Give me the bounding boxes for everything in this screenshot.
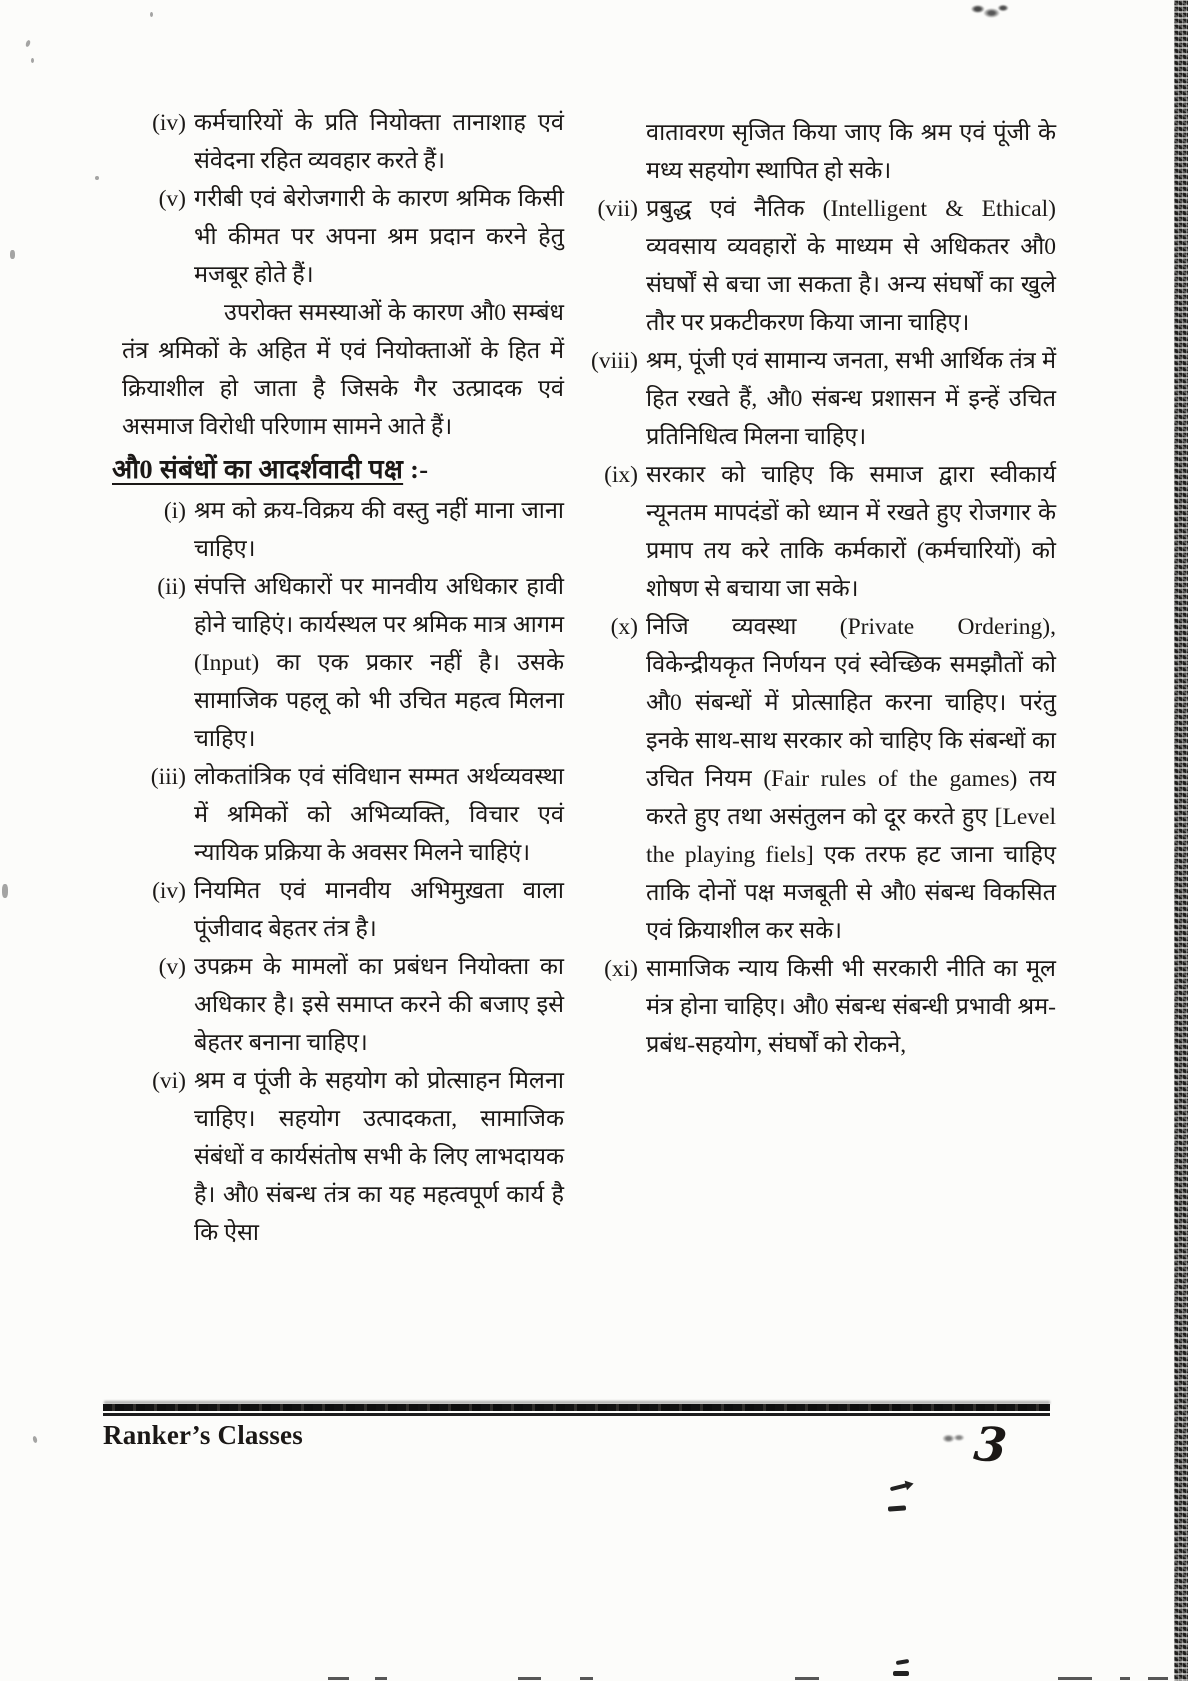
scan-speck — [2, 884, 8, 898]
item-marker: (i) — [163, 498, 186, 524]
item-marker: (iii) — [150, 764, 186, 790]
list-item — [584, 456, 1056, 608]
item-text: श्रम को क्रय-विक्रय की वस्तु नहीं माना जाना चाहिए। — [194, 498, 564, 562]
item-text: उपक्रम के मामलों का प्रबंधन नियोक्ता का अधिकार है। इसे समाप्त करने की बजाए इसे बेहतर बनाना चाहिए। — [194, 954, 564, 1056]
scan-speck — [32, 1436, 38, 1444]
scan-bottom-dash — [795, 1677, 819, 1680]
list-item — [584, 608, 1056, 950]
scan-bottom-dash — [328, 1677, 349, 1680]
scan-speck — [10, 250, 15, 259]
intro-paragraph: उपरोक्त समस्याओं के कारण औ0 सम्बंध तंत्र श्रमिकों के अहित में एवं नियोक्ताओं के हित में क्रियाशील हो जाता है जिसके गैर उत्प्रादक एवं असमाज विरोधी परिणाम सामने आते हैं। — [122, 300, 564, 440]
column-right — [584, 114, 1056, 1064]
item-text: लोकतांत्रिक एवं संविधान सम्मत अर्थव्यवस्था में श्रमिकों को अभिव्यक्ति, विचार एवं न्यायिक प्रक्रिया के अवसर मिलने चाहिएं। — [194, 764, 564, 866]
idealist-section-heading — [112, 446, 564, 492]
list-item — [112, 758, 564, 872]
scan-bottom-dash — [375, 1677, 387, 1680]
item-text: श्रम, पूंजी एवं सामान्य जनता, सभी आर्थिक तंत्र में हित रखते हैं, औ0 संबन्ध प्रशासन में इन्हें उचित प्रतिनिधित्व मिलना चाहिए। — [646, 348, 1056, 450]
list-item — [112, 180, 564, 294]
scan-bottom-dash — [518, 1677, 541, 1680]
scan-bottom-dash — [580, 1677, 593, 1680]
heading-suffix: :- — [403, 454, 429, 484]
item-marker: (v) — [158, 954, 186, 980]
pen-mark — [888, 1505, 906, 1511]
list-item — [584, 342, 1056, 456]
item-marker: (iv) — [152, 110, 186, 136]
list-item — [112, 948, 564, 1062]
heading-text: औ0 संबंधों का आदर्शवादी पक्ष — [112, 454, 404, 484]
list-item — [112, 1062, 564, 1252]
list-item — [112, 104, 564, 180]
scan-edge-bar — [1174, 0, 1188, 1681]
page-number-handwritten: 3 — [971, 1416, 1010, 1475]
scan-speck — [25, 40, 31, 48]
item-text: सरकार को चाहिए कि समाज द्वारा स्वीकार्य न्यूनतम मापदंडों को ध्यान में रखते हुए रोजगार के प्रमाप तय करे ताकि कर्मकारों (कर्मचारियों) को शोषण से बचाया जा सके। — [646, 462, 1056, 602]
column-left — [112, 104, 564, 1252]
item-marker: (ix) — [604, 462, 638, 488]
item-text: नियमित एवं मानवीय अभिमुख़ता वाला पूंजीवाद बेहतर तंत्र है। — [194, 878, 564, 942]
continuation-paragraph: वातावरण सृजित किया जाए कि श्रम एवं पूंजी के मध्य सहयोग स्थापित हो सके। — [646, 120, 1056, 184]
item-marker: (v) — [158, 186, 186, 212]
scan-speck — [150, 12, 153, 17]
footer-rule-thin — [103, 1413, 1050, 1416]
item-marker: (vii) — [597, 196, 638, 222]
scan-bottom-dash — [1148, 1677, 1168, 1680]
item-text: प्रबुद्ध एवं नैतिक (Intelligent & Ethical) व्यवसाय व्यवहारों के माध्यम से अधिकतर औ0 संघर्षों से बचा जा सकता है। अन्य संघर्षों का खुले तौर पर प्रकटीकरण किया जाना चाहिए। — [646, 196, 1056, 336]
list-item — [584, 950, 1056, 1064]
item-marker: (xi) — [604, 956, 638, 982]
scan-speck — [95, 176, 99, 180]
scan-speck — [31, 58, 34, 63]
scan-smudge — [964, 1, 1010, 21]
list-item — [112, 568, 564, 758]
scan-smudge — [938, 1430, 968, 1447]
pen-mark — [893, 1671, 909, 1676]
item-marker: (vi) — [152, 1068, 186, 1094]
pen-mark — [896, 1659, 909, 1665]
scan-bottom-dash — [1120, 1677, 1130, 1680]
item-marker: (x) — [610, 614, 638, 640]
list-item — [584, 190, 1056, 342]
footer-rule-thick — [103, 1404, 1050, 1411]
item-text: निजि व्यवस्था (Private Ordering), विकेन्द्रीयकृत निर्णयन एवं स्वेच्छिक समझौतों को औ0 संबन्धों में प्रोत्साहित करना चाहिए। परंतु इनके साथ-साथ सरकार को चाहिए कि संबन्धों का उचित नियम (Fair rules of the games) तय करते हुए तथा असंतुलन को दूर करते हुए [Level the playing fiels] एक तरफ हट जाना चाहिए ताकि दोनों पक्ष मजबूती से औ0 संबन्ध विकसित एवं क्रियाशील कर सके। — [646, 614, 1056, 944]
item-text: गरीबी एवं बेरोजगारी के कारण श्रमिक किसी भी कीमत पर अपना श्रम प्रदान करने हेतु मजबूर होते हैं। — [194, 186, 564, 288]
item-text: संपत्ति अधिकारों पर मानवीय अधिकार हावी होने चाहिएं। कार्यस्थल पर श्रमिक मात्र आगम (Input) का एक प्रकार नहीं है। उसके सामाजिक पहलू को भी उचित महत्व मिलना चाहिए। — [194, 574, 564, 752]
item-text: श्रम व पूंजी के सहयोग को प्रोत्साहन मिलना चाहिए। सहयोग उत्पादकता, सामाजिक संबंधों व कार्यसंतोष सभी के लिए लाभदायक है। औ0 संबन्ध तंत्र का यह महत्वपूर्ण कार्य है कि ऐसा — [194, 1068, 564, 1246]
brand-name: Ranker’s Classes — [103, 1420, 303, 1450]
list-item — [112, 492, 564, 568]
item-text: कर्मचारियों के प्रति नियोक्ता तानाशाह एवं संवेदना रहित व्यवहार करते हैं। — [194, 110, 564, 174]
item-marker: (viii) — [591, 348, 638, 374]
scan-bottom-dash — [1058, 1677, 1092, 1680]
item-marker: (iv) — [152, 878, 186, 904]
list-item — [112, 872, 564, 948]
pen-mark — [890, 1483, 909, 1491]
item-text: सामाजिक न्याय किसी भी सरकारी नीति का मूल मंत्र होना चाहिए। औ0 संबन्ध संबन्धी प्रभावी श्रम-प्रबंध-सहयोग, संघर्षों को रोकने, — [646, 956, 1056, 1058]
item-marker: (ii) — [157, 574, 186, 600]
